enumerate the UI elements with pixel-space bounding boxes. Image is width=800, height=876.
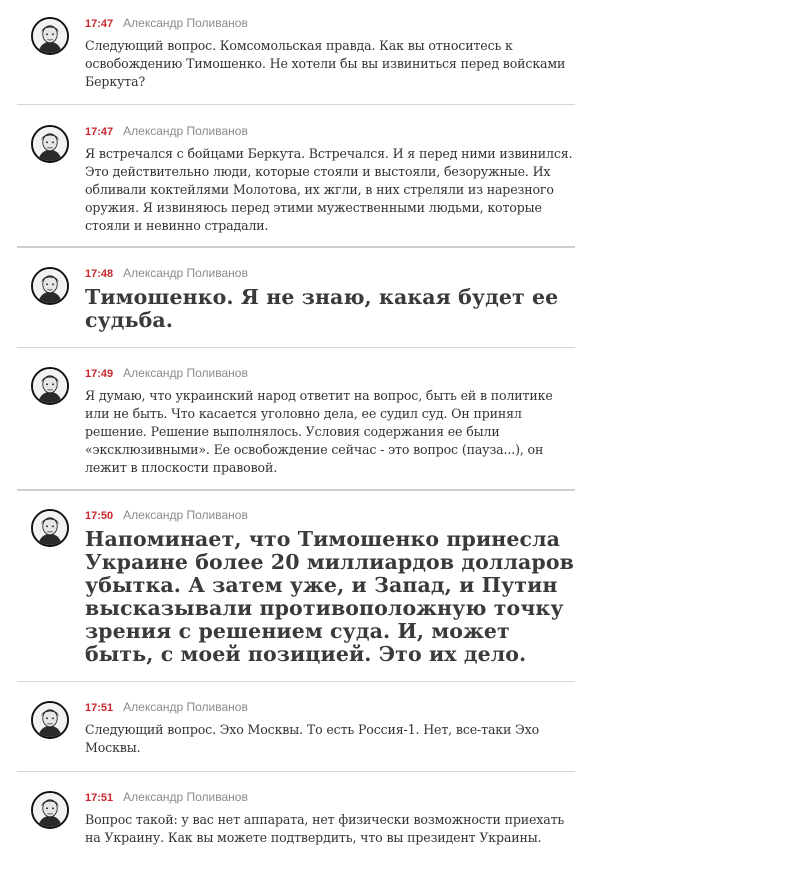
post-meta xyxy=(85,266,575,280)
avatar-portrait-icon xyxy=(33,703,67,737)
avatar-portrait-icon xyxy=(33,269,67,303)
live-feed xyxy=(17,0,575,876)
feed-post xyxy=(17,772,575,876)
avatar-portrait-icon xyxy=(33,19,67,53)
post-time: 17:50 xyxy=(85,510,114,522)
feed-post xyxy=(17,105,575,248)
feed-post xyxy=(17,0,575,105)
post-meta xyxy=(85,124,575,138)
post-author[interactable]: Александр Поливанов xyxy=(123,700,248,714)
avatar-portrait-icon xyxy=(33,369,67,403)
feed-post xyxy=(17,248,575,348)
author-avatar[interactable] xyxy=(31,701,69,739)
post-text: Следующий вопрос. Комсомольская правда. Как вы относитесь к освобождению Тимошенко. Не хотели бы вы извиниться перед войсками Беркута? xyxy=(85,38,566,89)
post-author[interactable]: Александр Поливанов xyxy=(123,124,248,138)
post-author[interactable]: Александр Поливанов xyxy=(123,266,248,280)
post-text-highlight: Тимошенко. Я не знаю, какая будет ее судьба. xyxy=(85,285,559,332)
author-avatar[interactable] xyxy=(31,367,69,405)
author-avatar[interactable] xyxy=(31,509,69,547)
avatar-portrait-icon xyxy=(33,127,67,161)
post-meta xyxy=(85,366,575,380)
feed-post xyxy=(17,491,575,682)
post-meta xyxy=(85,700,575,714)
avatar-portrait-icon xyxy=(33,793,67,827)
author-avatar[interactable] xyxy=(31,791,69,829)
post-text: Вопрос такой: у вас нет аппарата, нет физически возможности приехать на Украину. Как вы можете подтвердить, что вы президент Украины. xyxy=(85,812,565,845)
post-author[interactable]: Александр Поливанов xyxy=(123,16,248,30)
post-time: 17:51 xyxy=(85,792,114,804)
post-time: 17:47 xyxy=(85,18,114,30)
post-time: 17:48 xyxy=(85,268,114,280)
post-text: Я думаю, что украинский народ ответит на вопрос, быть ей в политике или не быть. Что касается уголовно дела, ее судил суд. Он принял решение. Решение выполнялось. Условия содержания ее были «эксклюзивными». Ее освобождение сейчас - это вопрос (пауза...), он лежит в плоскости правовой. xyxy=(85,388,553,475)
author-avatar[interactable] xyxy=(31,267,69,305)
post-author[interactable]: Александр Поливанов xyxy=(123,366,248,380)
post-meta xyxy=(85,790,575,804)
author-avatar[interactable] xyxy=(31,125,69,163)
post-text: Следующий вопрос. Эхо Москвы. То есть Россия-1. Нет, все-таки Эхо Москвы. xyxy=(85,722,539,755)
post-text: Я встречался с бойцами Беркута. Встречался. И я перед ними извинился. Это действительно люди, которые стояли и выстояли, безоружные. Их обливали коктейлями Молотова, их жгли, в них стреляли из нарезного оружия. Я извиняюсь перед этими мужественными людьми, которые стояли и невинно страдали. xyxy=(85,146,573,233)
post-text-highlight: Напоминает, что Тимошенко принесла Украине более 20 миллиардов долларов убытка. А затем уже, и Запад, и Путин высказывали противоположную точку зрения с решением суда. И, может быть, с моей позицией. Это их дело. xyxy=(85,527,574,666)
post-time: 17:51 xyxy=(85,702,114,714)
post-time: 17:47 xyxy=(85,126,114,138)
post-author[interactable]: Александр Поливанов xyxy=(123,790,248,804)
post-author[interactable]: Александр Поливанов xyxy=(123,508,248,522)
feed-post xyxy=(17,682,575,772)
feed-post xyxy=(17,348,575,491)
avatar-portrait-icon xyxy=(33,511,67,545)
post-meta xyxy=(85,16,575,30)
post-meta xyxy=(85,508,575,522)
post-time: 17:49 xyxy=(85,368,114,380)
author-avatar[interactable] xyxy=(31,17,69,55)
